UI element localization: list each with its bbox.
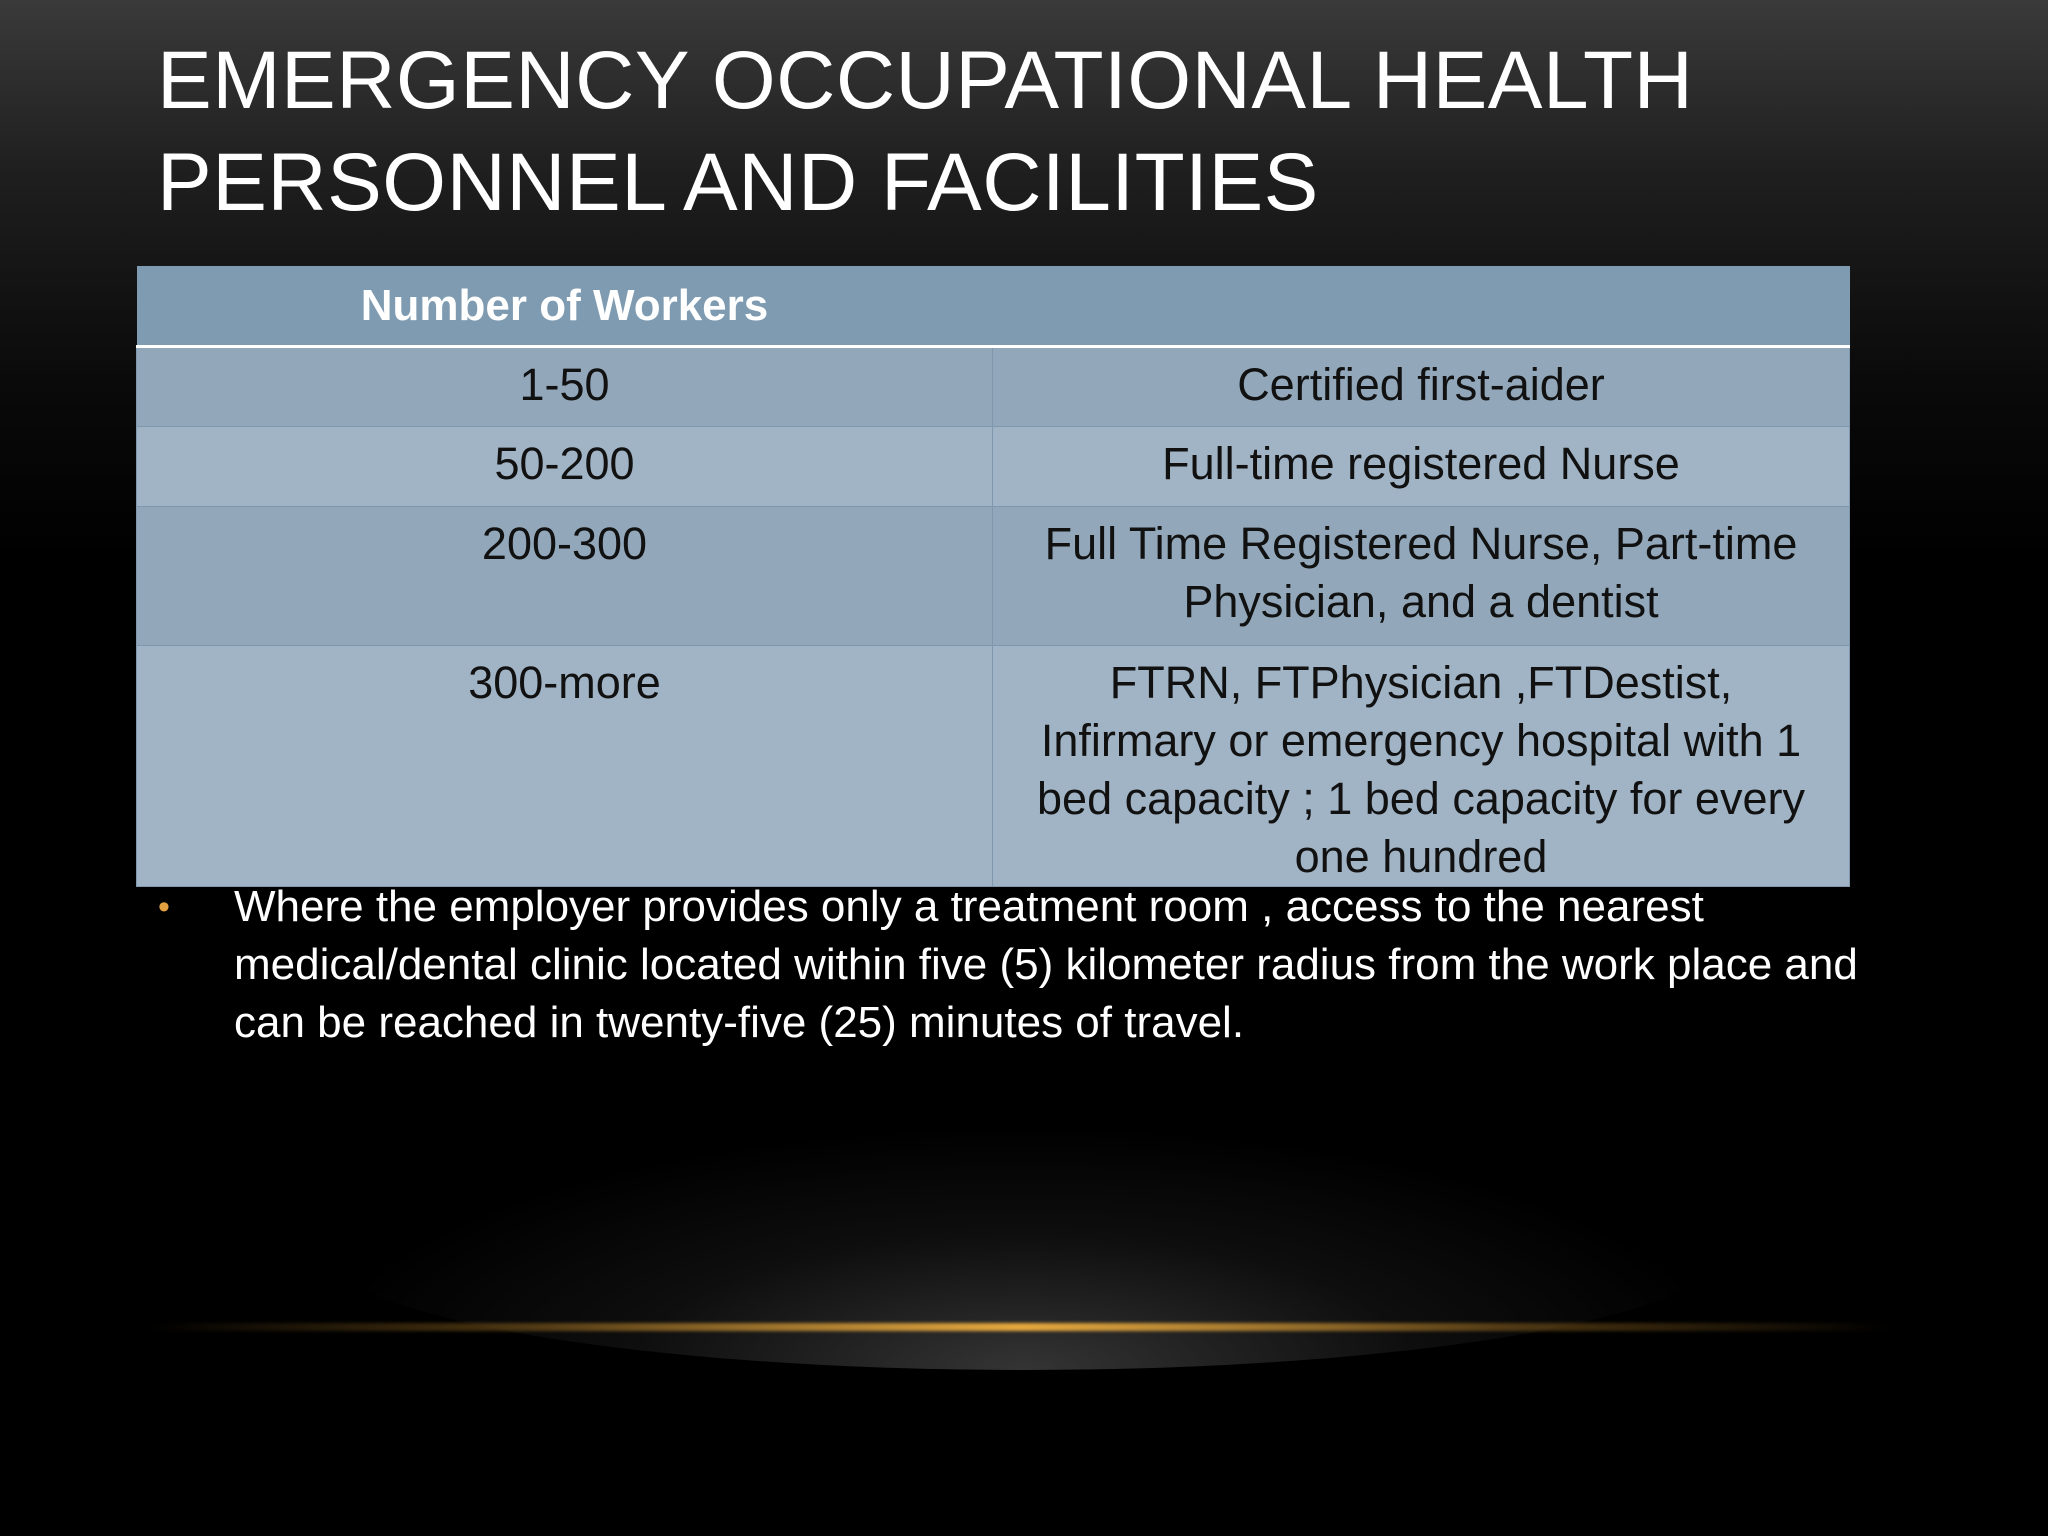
header-number-of-workers: Number of Workers xyxy=(137,266,993,347)
bullet-text: Where the employer provides only a treatment room , access to the nearest medical/dental clinic located within five (5) kilometer radius from the work place and can be reached in twenty-five (25) minutes of travel. xyxy=(234,882,1858,1047)
bullet-item xyxy=(158,878,1858,1052)
table-row xyxy=(137,646,1850,887)
table-header-row xyxy=(137,266,1850,347)
horizon-glow-line xyxy=(150,1323,1890,1331)
table-row xyxy=(137,427,1850,507)
cell-requirement: Full Time Registered Nurse, Part-time Physician, and a dentist xyxy=(993,507,1850,646)
cell-workers: 1-50 xyxy=(137,347,993,427)
cell-workers: 50-200 xyxy=(137,427,993,507)
floor-glow xyxy=(324,1130,1724,1370)
cell-requirement: FTRN, FTPhysician ,FTDestist, Infirmary or emergency hospital with 1 bed capacity ; 1 bed capacity for every one hundred xyxy=(993,646,1850,887)
title-line-2: PERSONNEL AND FACILITIES xyxy=(157,137,1319,228)
bullet-list xyxy=(158,878,1858,1052)
title-line-1: EMERGENCY OCCUPATIONAL HEALTH xyxy=(157,35,1694,126)
personnel-table xyxy=(136,266,1850,887)
header-requirement xyxy=(993,266,1850,347)
table-row xyxy=(137,347,1850,427)
cell-workers: 300-more xyxy=(137,646,993,887)
cell-requirement: Certified first-aider xyxy=(993,347,1850,427)
table-row xyxy=(137,507,1850,646)
cell-workers: 200-300 xyxy=(137,507,993,646)
slide-title xyxy=(157,30,1877,234)
cell-requirement: Full-time registered Nurse xyxy=(993,427,1850,507)
bullet-dot-icon: • xyxy=(158,888,170,926)
